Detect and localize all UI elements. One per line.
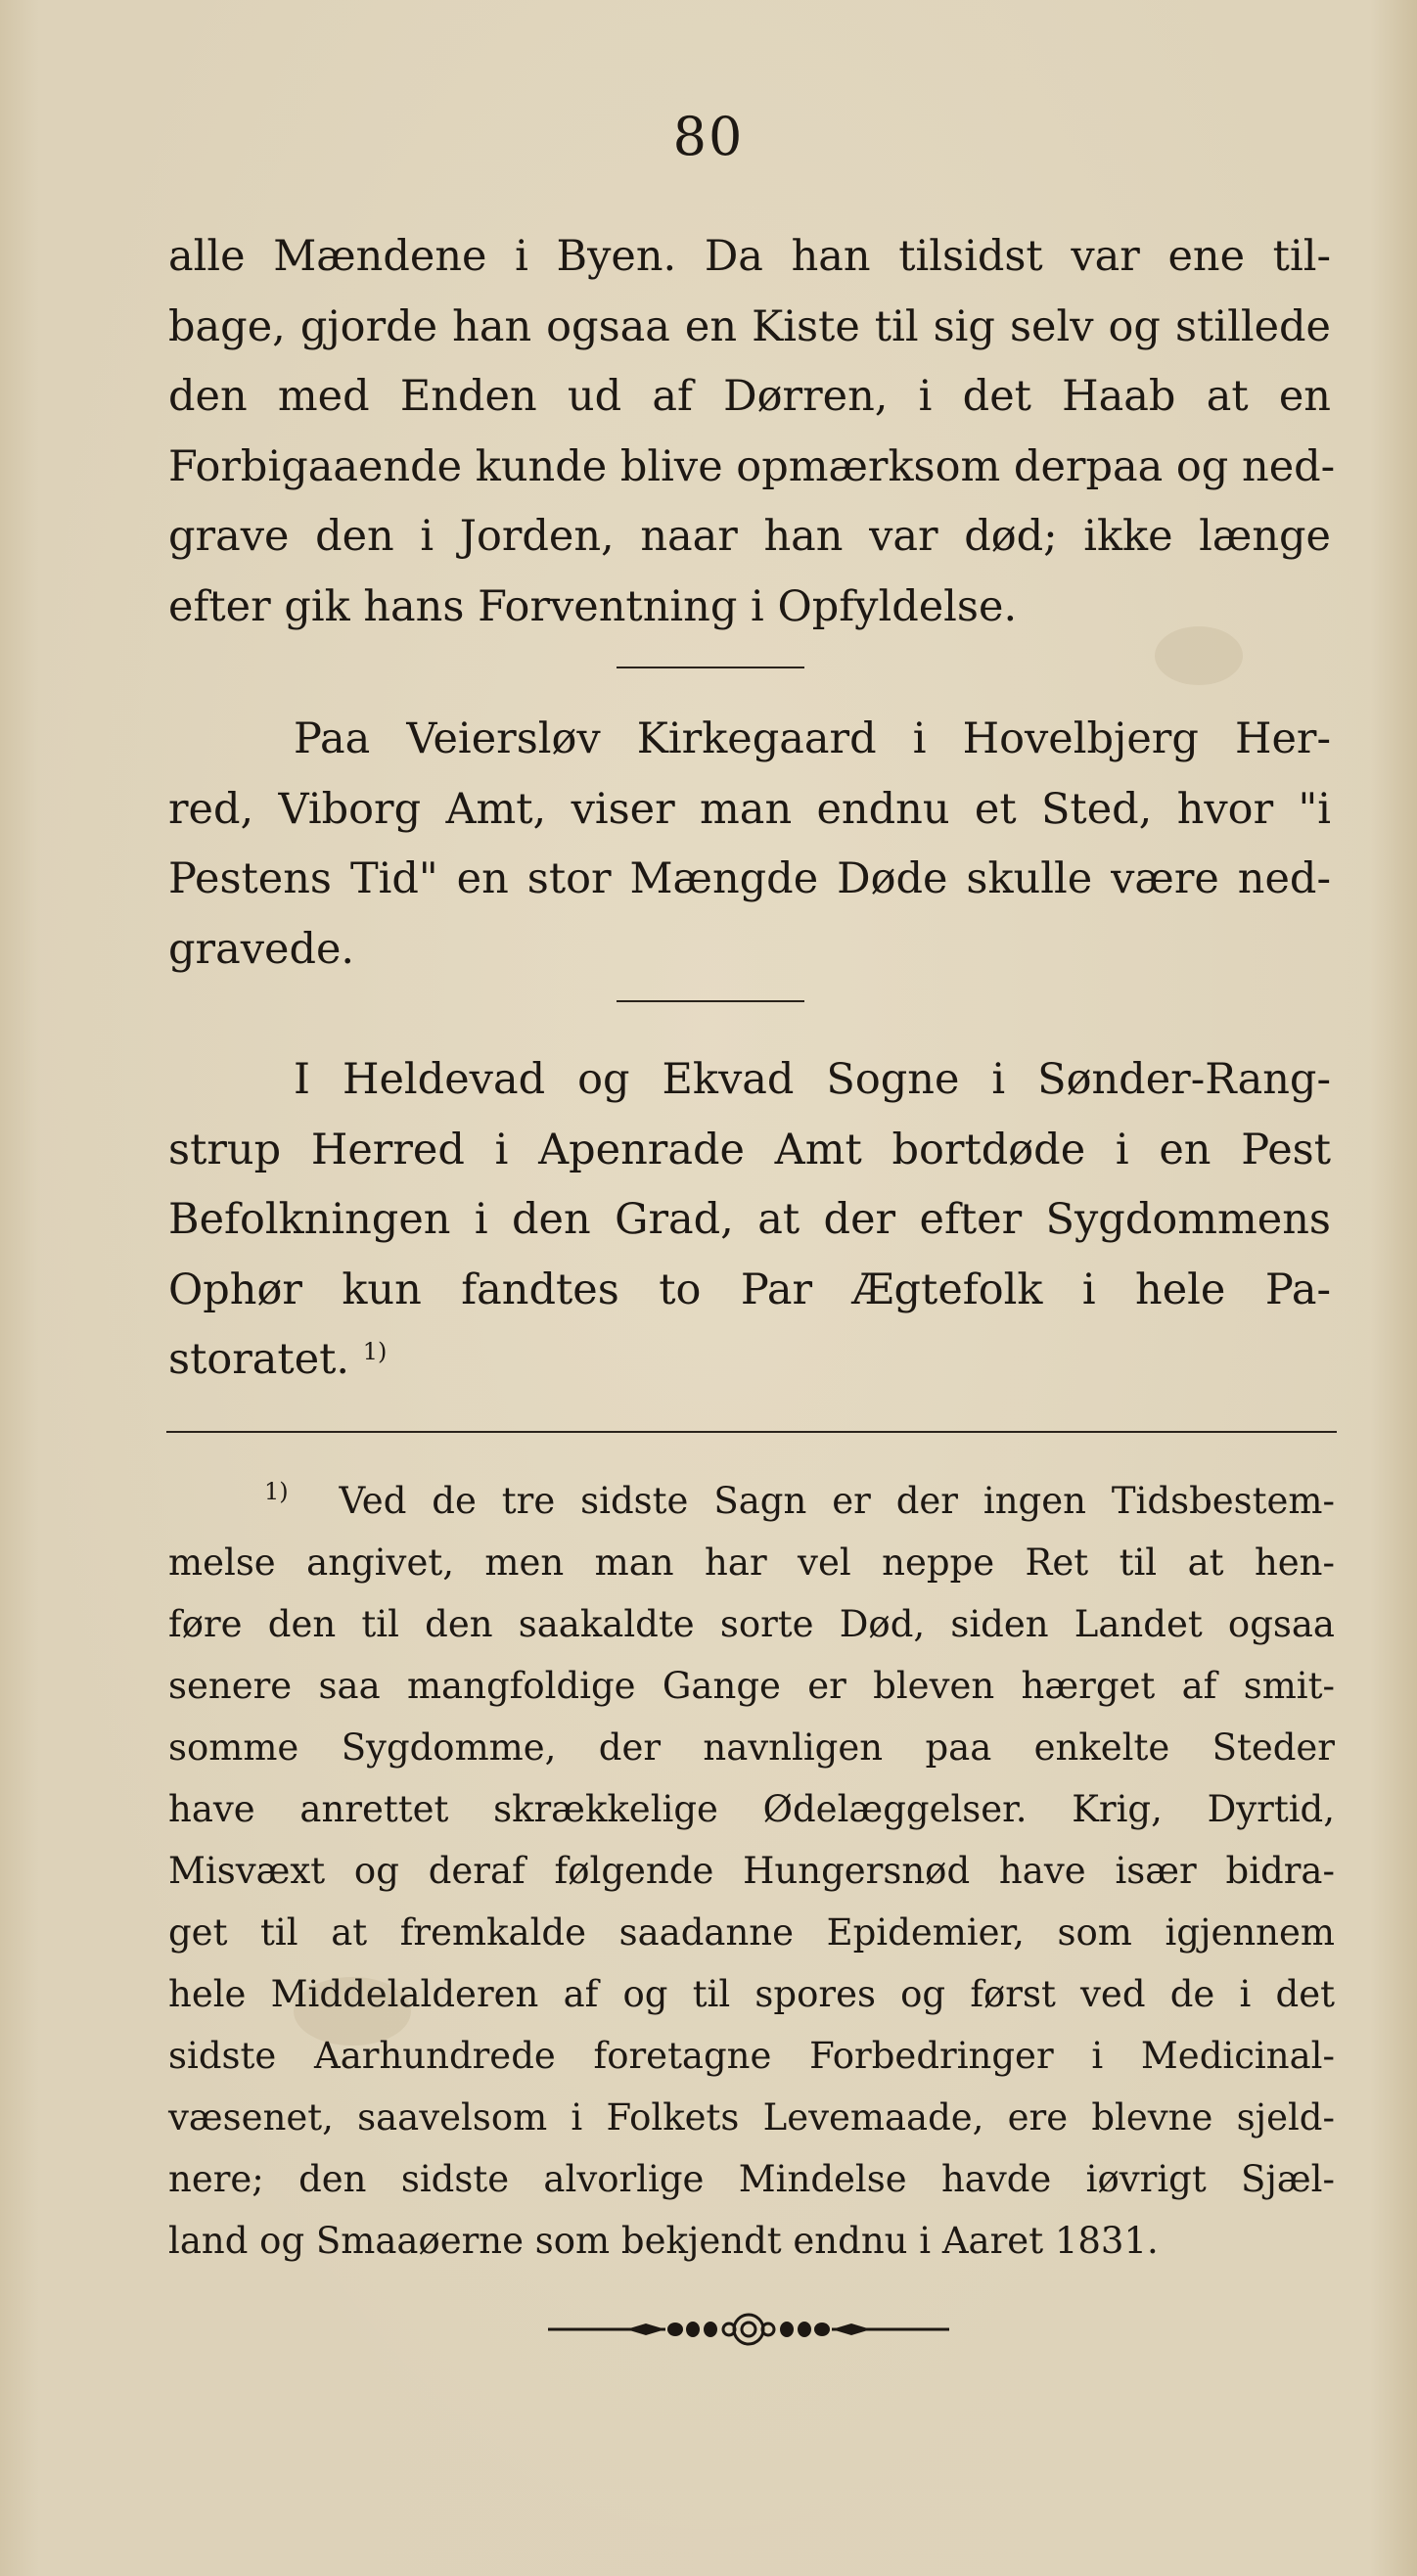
footnote-line: hele Middelalderen af og til spores og først ved de i det [168, 1973, 1335, 2015]
footnote [168, 1470, 1335, 2272]
text-line: Ophør kun fandtes to Par Ægtefolk i hele Pa‑ [168, 1265, 1331, 1314]
footnote-line: get til at fremkalde saadanne Epidemier, som igjennem [168, 1911, 1335, 1954]
footnote-line: væsenet, saavelsom i Folkets Levemaade, ere blevne sjeld‑ [168, 2096, 1335, 2139]
text-line: bage, gjorde han ogsaa en Kiste til sig selv og stillede [168, 301, 1331, 351]
footnote-line: melse angivet, men man har vel neppe Ret til at hen‑ [168, 1541, 1335, 1584]
footnote-marker: 1) [264, 1478, 289, 1505]
text-fragment: Ved de tre sidste Sagn er der ingen Tidsbestem‑ [339, 1480, 1335, 1522]
paragraph-1 [168, 222, 1336, 642]
footnote-line: nere; den sidste alvorlige Mindelse havde iøvrigt Sjæl‑ [168, 2158, 1335, 2200]
text-line [168, 1325, 1331, 1396]
footnote-line: senere saa mangfoldige Gange er bleven hærget af smit‑ [168, 1665, 1335, 1707]
section-divider [617, 667, 804, 668]
paragraph-3 [168, 1045, 1331, 1396]
text-fragment: storatet. [168, 1335, 350, 1384]
footnote-line: føre den til den saakaldte sorte Død, siden Landet ogsaa [168, 1603, 1335, 1645]
text-line: Paa Veiersløv Kirkegaard i Hovelbjerg Her‑ [294, 714, 1331, 763]
text-line: den med Enden ud af Dørren, i det Haab at en [168, 372, 1331, 421]
footnote-line: land og Smaaøerne som bekjendt endnu i Aaret 1831. [168, 2220, 1159, 2262]
paragraph-2 [168, 705, 1331, 985]
text-line: gravede. [168, 924, 355, 974]
text-line: strup Herred i Apenrade Amt bortdøde i en Pest [168, 1125, 1331, 1174]
text-line: Forbigaaende kunde blive opmærksom derpaa og ned‑ [168, 441, 1336, 491]
text-line: Befolkningen i den Grad, at der efter Sygdommens [168, 1195, 1331, 1244]
text-line: red, Viborg Amt, viser man endnu et Sted, hvor "i [168, 784, 1331, 834]
ornament-tailpiece-icon [528, 2310, 969, 2349]
footnote-line: sidste Aarhundrede foretagne Forbedringer i Medicinal‑ [168, 2035, 1335, 2077]
footnote-line: somme Sygdomme, der navnligen paa enkelte Steder [168, 1726, 1335, 1769]
footnote-reference: 1) [362, 1338, 388, 1365]
text-line: alle Mændene i Byen. Da han tilsidst var ene til‑ [168, 232, 1331, 281]
section-divider [617, 1000, 804, 1002]
text-line: Pestens Tid" en stor Mængde Døde skulle være ned‑ [168, 854, 1331, 903]
footnote-line [168, 1470, 1335, 1532]
footnote-separator [166, 1431, 1337, 1433]
text-line: grave den i Jorden, naar han var død; ikke længe [168, 512, 1331, 561]
text-line: efter gik hans Forventning i Opfyldelse. [168, 581, 1018, 631]
page-number: 80 [672, 106, 745, 167]
footnote-line: have anrettet skrækkelige Ødelæggelser. Krig, Dyrtid, [168, 1788, 1335, 1830]
footnote-line: Misvæxt og deraf følgende Hungersnød have især bidra‑ [168, 1850, 1335, 1892]
text-line: I Heldevad og Ekvad Sogne i Sønder-Rang‑ [294, 1055, 1331, 1104]
